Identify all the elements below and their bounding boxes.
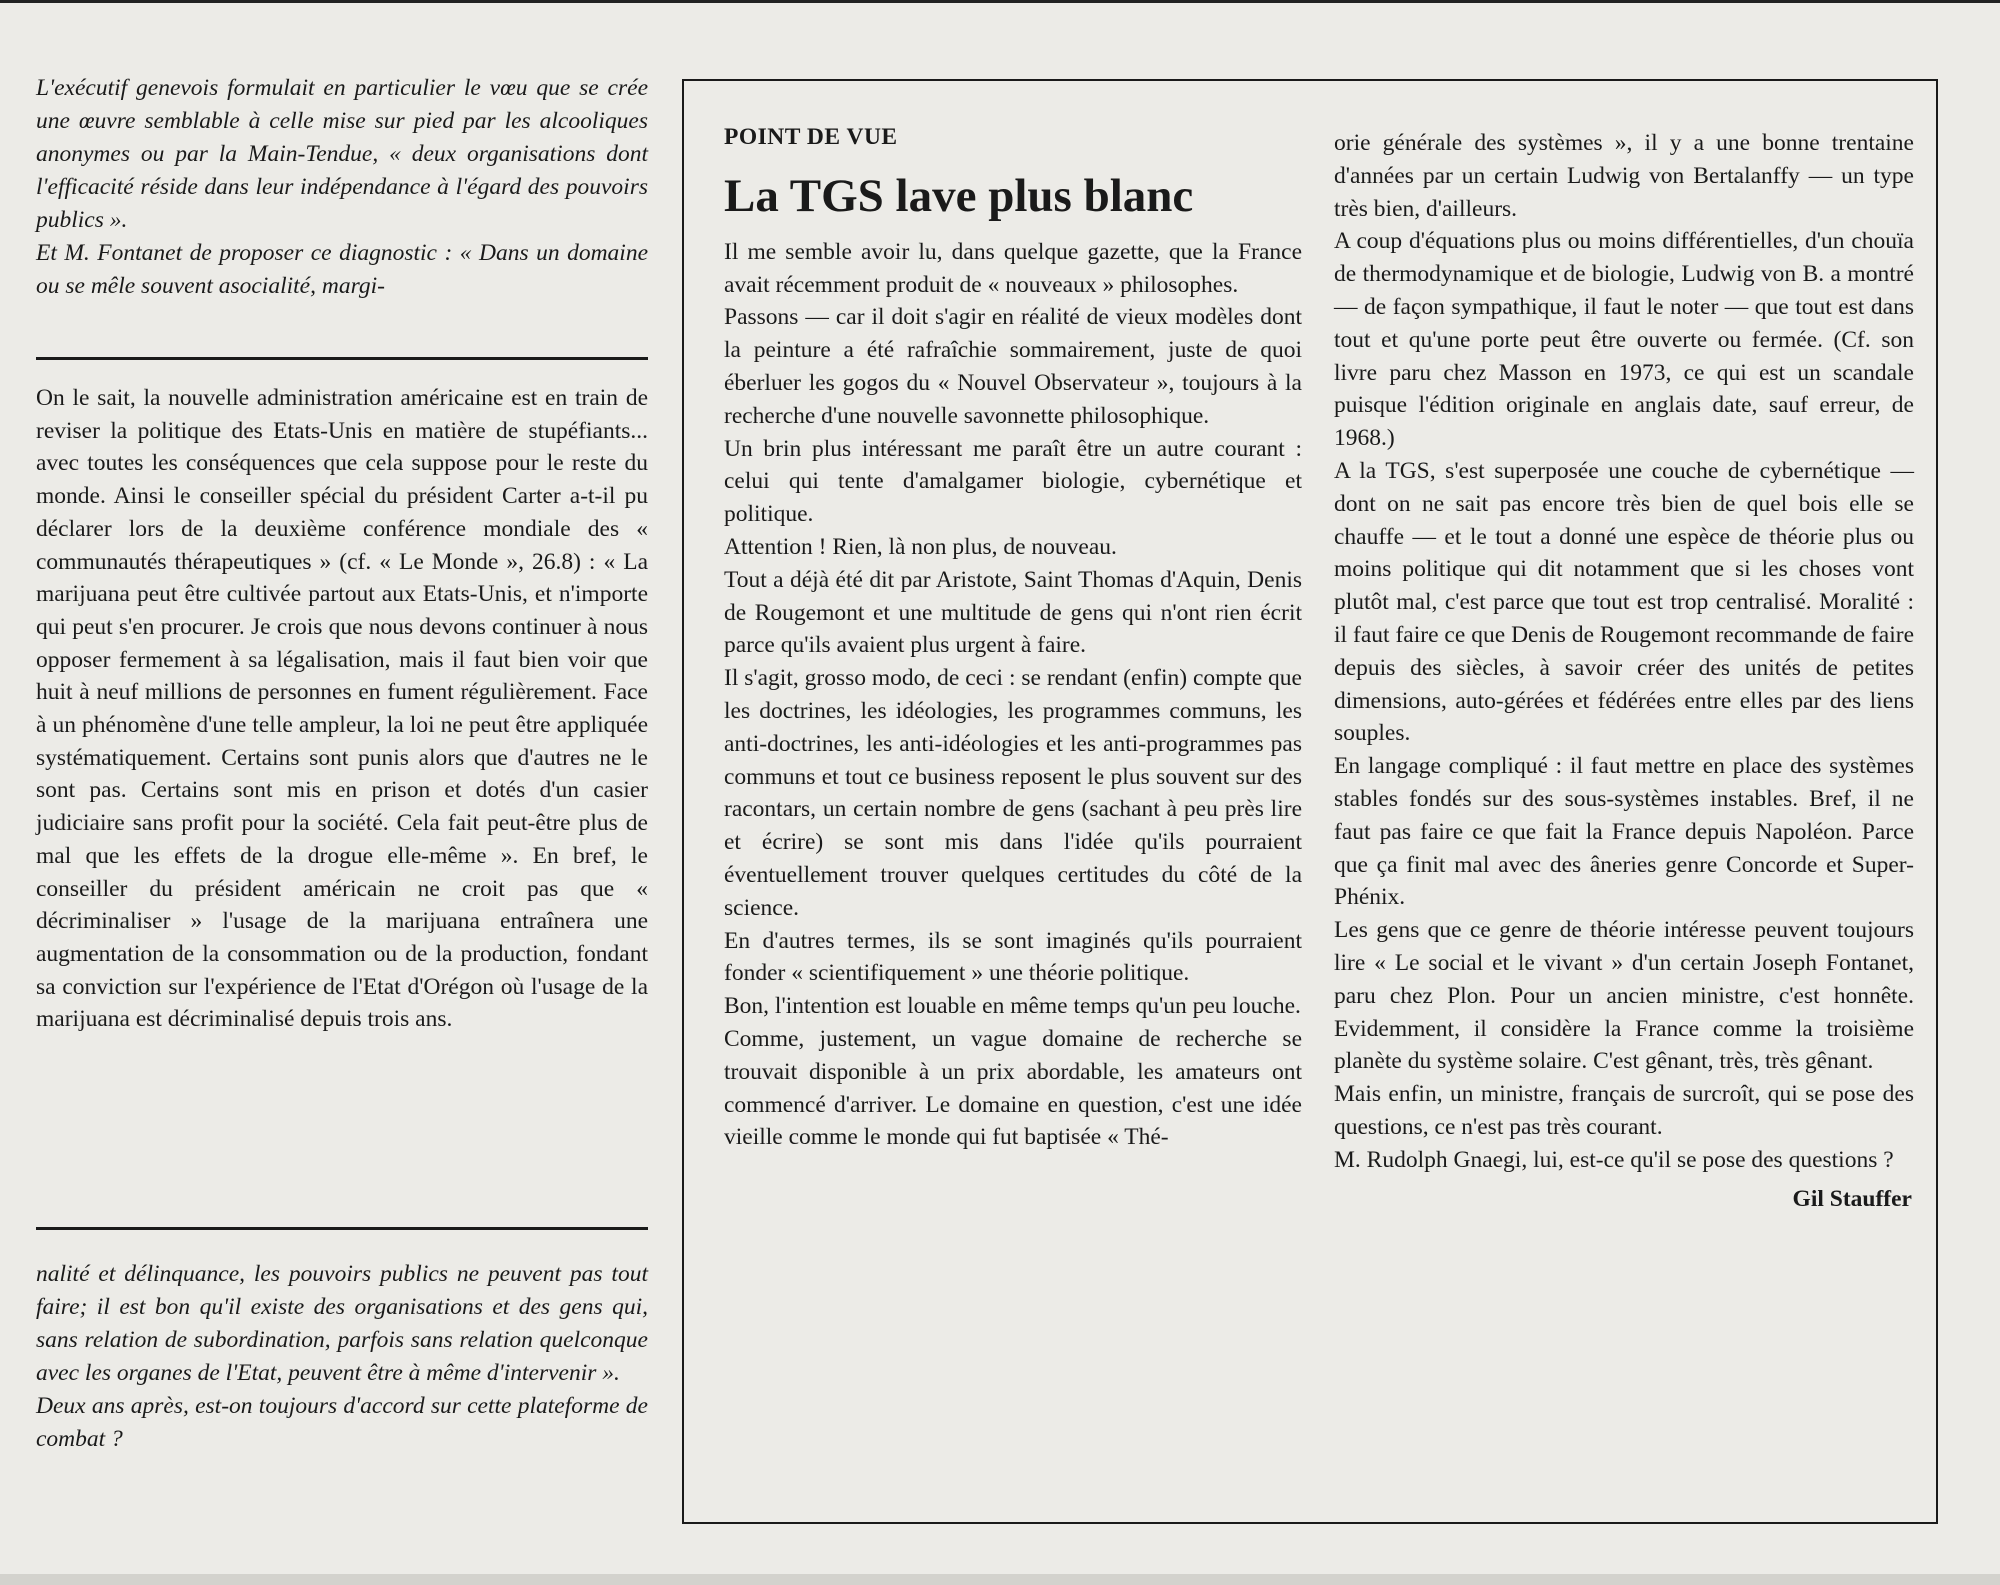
article-paragraph: Un brin plus intéressant me paraît être un autre courant : celui qui tente d'amalgamer biologie, cybernétique et politique. (724, 435, 1302, 528)
article-paragraph: orie générale des systèmes », il y a une bonne trentaine d'années par un certain Ludwig von Bertalanffy — un type très bien, d'ailleurs. (1334, 130, 1914, 222)
page-bottom-edge (0, 1574, 2000, 1585)
article-signature: Gil Stauffer (1792, 1185, 1912, 1212)
article-headline: La TGS lave plus blanc (724, 169, 1194, 222)
left-column-divider-bottom (36, 1227, 648, 1230)
left-top-paragraph-1: L'exécutif genevois formulait en particulier le vœu que se crée une œuvre semblable à celle mise sur pied par les alcooliques anonymes ou par la Main-Tendue, « deux organisations dont l'efficacité réside dans leur indépendance à l'égard des pouvoirs publics ». (36, 75, 648, 233)
article-paragraph: Passons — car il doit s'agir en réalité de vieux modèles dont la peinture a été rafraîchie sommairement, juste de quoi éberluer les gogos du « Nouvel Observateur », toujours à la recherche d'une nouvelle savonnette philosophique. (724, 304, 1302, 429)
article-paragraph: Mais enfin, un ministre, français de surcroît, qui se pose des questions, ce n'est pas très courant. (1334, 1081, 1914, 1140)
article-kicker: POINT DE VUE (724, 124, 898, 150)
article-paragraph: Il me semble avoir lu, dans quelque gazette, que la France avait récemment produit de « nouveaux » philosophes. (724, 238, 1302, 298)
article-paragraph: En langage compliqué : il faut mettre en place des systèmes stables fondés sur des sous-systèmes instables. Bref, il ne faut pas faire ce que fait la France depuis Napoléon. Parce que ça finit mal avec des âneries genre Concorde et Super-Phénix. (1334, 753, 1914, 911)
article-paragraph: M. Rudolph Gnaegi, lui, est-ce qu'il se pose des questions ? (1334, 1146, 1894, 1173)
left-bottom-paragraph-2: Deux ans après, est-on toujours d'accord sur cette plateforme de combat ? (36, 1393, 648, 1452)
article-column-1 (724, 121, 1302, 1154)
left-top-italic-block (36, 72, 648, 303)
article-paragraph: A la TGS, s'est superposée une couche de cybernétique — dont on ne sait pas encore très bien de quel bois elle se chauffe — et le tout a donné une espèce de théorie plus ou moins politique qui dit notamment que si les choses vont plutôt mal, c'est parce que tout est trop centralisé. Moralité : il faut faire ce que Denis de Rougemont recommande de faire depuis des siècles, à savoir créer des unités de petites dimensions, auto-gérées et fédérées entre elles par des liens souples. (1334, 457, 1914, 747)
point-de-vue-box (682, 79, 1938, 1524)
left-bottom-paragraph-1: nalité et délinquance, les pouvoirs publics ne peuvent pas tout faire; il est bon qu'il existe des organisations et des gens qui, sans relation de subordination, parfois sans relation quelconque avec les organes de l'Etat, peuvent être à même d'intervenir ». (36, 1261, 648, 1386)
top-border-rule (0, 0, 2000, 3)
article-column-2 (1334, 127, 1914, 1215)
left-bottom-italic-block (36, 1258, 648, 1456)
left-news-brief (36, 382, 648, 1036)
left-news-brief-text: On le sait, la nouvelle administration américaine est en train de reviser la politique des Etats-Unis en matière de stupéfiants... avec toutes les conséquences que cela suppose pour le reste du monde. Ainsi le conseiller spécial du président Carter a-t-il pu déclarer lors de la deuxième conférence mondiale des « communautés thérapeutiques » (cf. « Le Monde », 26.8) : « La marijuana peut être cultivée partout aux Etats-Unis, et n'importe qui peut s'en procurer. Je crois que nous devons continuer à nous opposer fermement à sa légalisation, mais il faut bien voir que huit à neuf millions de personnes en fument régulièrement. Face à un phénomène d'une telle ampleur, la loi ne peut être appliquée systématiquement. Certains sont punis alors que d'autres ne le sont pas. Certains sont mis en prison et dotés d'un casier judiciaire sans profit pour la société. Cela fait peut-être plus de mal que les effets de la drogue elle-même ». En bref, le conseiller du président américain ne croit pas que « décriminaliser » l'usage de la marijuana entraînera une augmentation de la consommation ou de la production, fondant sa conviction sur l'expérience de l'Etat d'Orégon où l'usage de la marijuana est décriminalisé depuis trois ans. (36, 385, 648, 1033)
left-top-paragraph-2: Et M. Fontanet de proposer ce diagnostic : « Dans un domaine ou se mêle souvent asocialité, margi- (36, 240, 648, 299)
article-paragraph: Les gens que ce genre de théorie intéresse peuvent toujours lire « Le social et le vivant » d'un certain Joseph Fontanet, paru chez Plon. Pour un ancien ministre, c'est honnête. Evidemment, il considère la France comme la troisième planète du système solaire. C'est gênant, très, très gênant. (1334, 917, 1914, 1075)
article-paragraph: Tout a déjà été dit par Aristote, Saint Thomas d'Aquin, Denis de Rougemont et une multitude de gens qui n'ont rien écrit parce qu'ils avaient plus urgent à faire. (724, 566, 1302, 659)
article-paragraph: Il s'agit, grosso modo, de ceci : se rendant (enfin) compte que les doctrines, les idéologies, les programmes communs, les anti-doctrines, les anti-idéologies et les anti-programmes pas communs et tout ce business reposent le plus souvent sur des racontars, un certain nombre de gens (sachant à peu près lire et écrire) se sont mis dans l'idée qu'ils pourraient éventuellement trouver quelques certitudes du côté de la science. (724, 665, 1302, 921)
article-paragraph: Attention ! Rien, là non plus, de nouveau. (724, 533, 1117, 560)
article-paragraph: Comme, justement, un vague domaine de recherche se trouvait disponible à un prix abordable, les amateurs ont commencé d'arriver. Le domaine en question, c'est une idée vieille comme le monde qui fut baptisée « Thé- (724, 1025, 1302, 1151)
left-column-divider-top (36, 357, 648, 360)
article-paragraph: Bon, l'intention est louable en même temps qu'un peu louche. (724, 993, 1301, 1020)
article-paragraph: En d'autres termes, ils se sont imaginés qu'ils pourraient fonder « scientifiquement » une théorie politique. (724, 927, 1302, 987)
article-paragraph: A coup d'équations plus ou moins différentielles, d'un chouïa de thermodynamique et de biologie, Ludwig von B. a montré — de façon sympathique, il faut le noter — que tout est dans tout et qu'une porte peut être ouverte ou fermée. (Cf. son livre paru chez Masson en 1973, ce qui est un scandale puisque l'édition originale en anglais date, sauf erreur, de 1968.) (1334, 228, 1914, 452)
